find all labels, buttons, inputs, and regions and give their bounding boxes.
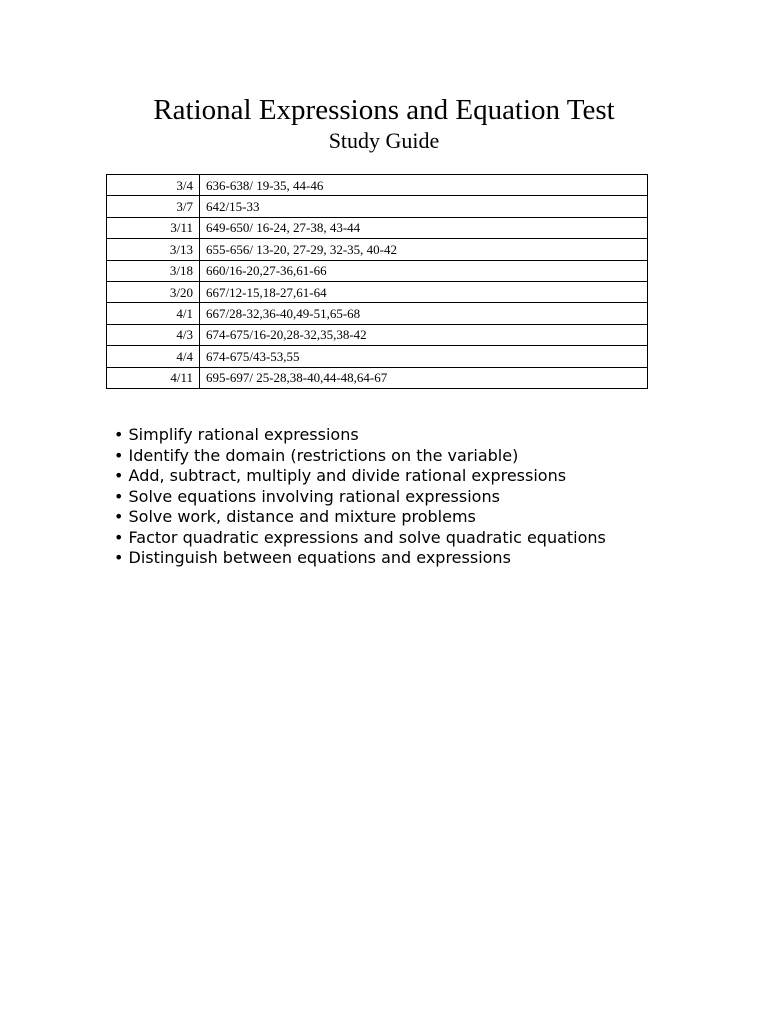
date-cell: 3/7: [107, 196, 200, 217]
table-row: [107, 217, 648, 238]
date-cell: 3/20: [107, 281, 200, 302]
list-item: • Add, subtract, multiply and divide rational expressions: [114, 466, 567, 485]
assignment-cell: 695-697/ 25-28,38-40,44-48,64-67: [200, 367, 648, 388]
assignment-cell: 649-650/ 16-24, 27-38, 43-44: [200, 217, 648, 238]
table-row: [107, 324, 648, 345]
list-item: • Identify the domain (restrictions on the variable): [114, 445, 519, 465]
list-item: • Distinguish between equations and expressions: [114, 548, 511, 567]
page-title: Rational Expressions and Equation Test: [153, 94, 615, 126]
date-cell: 4/4: [107, 346, 200, 367]
list-item: • Factor quadratic expressions and solve quadratic equations: [114, 527, 606, 547]
assignment-cell: 674-675/43-53,55: [200, 346, 648, 367]
assignment-cell: 655-656/ 13-20, 27-29, 32-35, 40-42: [200, 239, 648, 260]
assignment-cell: 636-638/ 19-35, 44-46: [200, 175, 648, 196]
table-row: [107, 303, 648, 324]
assignment-cell: 667/28-32,36-40,49-51,65-68: [200, 303, 648, 324]
table-row: [107, 239, 648, 260]
date-cell: 3/18: [107, 260, 200, 281]
date-cell: 3/11: [107, 217, 200, 238]
assignment-cell: 642/15-33: [200, 196, 648, 217]
table-row: [107, 196, 648, 217]
study-topics-list: [114, 425, 634, 569]
page-subtitle: Study Guide: [328, 128, 440, 153]
table-row: [107, 281, 648, 302]
list-item: • Solve equations involving rational expressions: [114, 486, 500, 506]
table-row: [107, 260, 648, 281]
list-item: • Simplify rational expressions: [114, 425, 359, 444]
assignment-cell: 674-675/16-20,28-32,35,38-42: [200, 324, 648, 345]
date-cell: 4/11: [107, 367, 200, 388]
table-row: [107, 346, 648, 367]
date-cell: 3/13: [107, 239, 200, 260]
date-cell: 4/1: [107, 303, 200, 324]
table-row: [107, 367, 648, 388]
list-item: • Solve work, distance and mixture problems: [114, 507, 476, 526]
date-cell: 3/4: [107, 175, 200, 196]
assignment-cell: 667/12-15,18-27,61-64: [200, 281, 648, 302]
date-cell: 4/3: [107, 324, 200, 345]
table-row: [107, 175, 648, 196]
assignment-cell: 660/16-20,27-36,61-66: [200, 260, 648, 281]
assignment-schedule-table: [106, 174, 648, 389]
